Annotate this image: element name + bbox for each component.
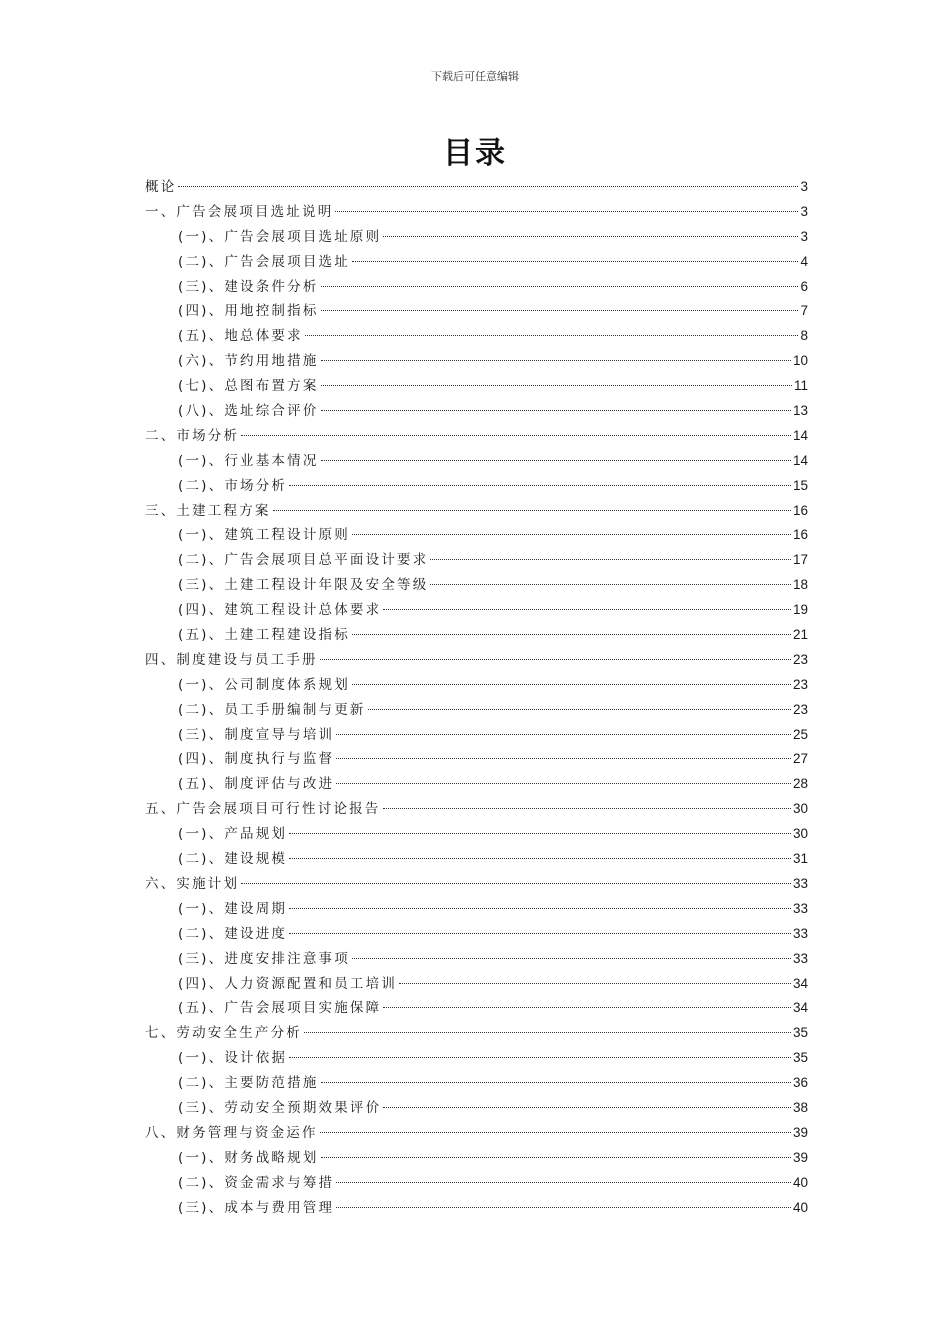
toc-entry-page-number: 33 [792, 900, 808, 916]
toc-entry[interactable] [145, 548, 808, 573]
toc-entry[interactable] [145, 1046, 808, 1071]
toc-entry-page-number: 39 [792, 1124, 808, 1140]
toc-entry-label: (五)、广告会展项目实施保障 [178, 1000, 382, 1017]
toc-leader-dots [383, 609, 791, 610]
toc-entry-label: (一)、财务战略规划 [178, 1149, 319, 1166]
toc-entry-label: (一)、建筑工程设计原则 [178, 527, 350, 544]
toc-entry-page-number: 28 [792, 776, 808, 792]
toc-entry-page-number: 25 [792, 726, 808, 742]
toc-entry-page-number: 23 [792, 651, 808, 667]
toc-leader-dots [430, 584, 791, 585]
toc-entry[interactable] [145, 723, 808, 748]
toc-entry-page-number: 4 [800, 253, 808, 269]
toc-leader-dots [352, 684, 791, 685]
toc-leader-dots [321, 410, 791, 411]
toc-entry-label: 八、财务管理与资金运作 [145, 1124, 318, 1141]
toc-entry-page-number: 21 [792, 627, 808, 643]
toc-entry[interactable] [145, 1071, 808, 1096]
toc-entry[interactable] [145, 947, 808, 972]
toc-entry-page-number: 13 [792, 403, 808, 419]
toc-entry-label: (二)、建设进度 [178, 925, 288, 942]
toc-entry[interactable] [145, 822, 808, 847]
toc-leader-dots [289, 933, 791, 934]
toc-entry-label: (四)、建筑工程设计总体要求 [178, 602, 382, 619]
toc-entry-page-number: 11 [793, 378, 808, 394]
toc-entry-page-number: 30 [792, 801, 808, 817]
toc-entry[interactable] [145, 847, 808, 872]
toc-entry-label: (三)、进度安排注意事项 [178, 950, 350, 967]
toc-leader-dots [336, 758, 791, 759]
toc-entry-label: (四)、人力资源配置和员工培训 [178, 975, 398, 992]
toc-leader-dots [383, 1007, 791, 1008]
toc-leader-dots [399, 983, 791, 984]
table-of-contents [145, 175, 808, 1220]
toc-entry-label: (一)、行业基本情况 [178, 452, 319, 469]
toc-entry-label: (七)、总图布置方案 [178, 378, 319, 395]
toc-entry-label: (二)、广告会展项目总平面设计要求 [178, 552, 429, 569]
toc-entry-label: 七、劳动安全生产分析 [145, 1025, 302, 1042]
toc-leader-dots [321, 1082, 791, 1083]
toc-entry-label: (四)、用地控制指标 [178, 303, 319, 320]
toc-entry-label: (二)、员工手册编制与更新 [178, 701, 366, 718]
toc-entry-page-number: 16 [792, 527, 808, 543]
toc-leader-dots [321, 286, 799, 287]
toc-entry[interactable] [145, 299, 808, 324]
toc-entry-label: (六)、节约用地措施 [178, 353, 319, 370]
toc-leader-dots [352, 261, 799, 262]
toc-leader-dots [289, 908, 791, 909]
toc-entry-page-number: 33 [792, 950, 808, 966]
toc-leader-dots [383, 808, 791, 809]
toc-entry[interactable] [145, 1021, 808, 1046]
toc-leader-dots [241, 435, 791, 436]
toc-entry[interactable] [145, 996, 808, 1021]
toc-entry[interactable] [145, 1171, 808, 1196]
toc-leader-dots [273, 510, 791, 511]
toc-entry-page-number: 27 [792, 751, 808, 767]
toc-leader-dots [320, 1132, 791, 1133]
toc-entry[interactable] [145, 399, 808, 424]
toc-entry[interactable] [145, 275, 808, 300]
toc-leader-dots [336, 734, 791, 735]
toc-entry-label: (三)、制度宣导与培训 [178, 726, 335, 743]
toc-entry-page-number: 31 [792, 851, 808, 867]
toc-entry-label: (二)、市场分析 [178, 477, 288, 494]
toc-entry-label: 三、土建工程方案 [145, 502, 271, 519]
toc-entry[interactable] [145, 897, 808, 922]
toc-entry-label: (三)、成本与费用管理 [178, 1199, 335, 1216]
toc-leader-dots [383, 1107, 791, 1108]
toc-leader-dots [352, 958, 791, 959]
toc-entry[interactable] [145, 225, 808, 250]
toc-entry-page-number: 8 [800, 328, 808, 344]
toc-entry[interactable] [145, 872, 808, 897]
toc-entry-label: (五)、地总体要求 [178, 328, 303, 345]
toc-entry[interactable] [145, 523, 808, 548]
toc-leader-dots [352, 634, 791, 635]
toc-leader-dots [289, 833, 791, 834]
toc-entry[interactable] [145, 374, 808, 399]
toc-leader-dots [352, 534, 791, 535]
toc-entry-page-number: 3 [800, 179, 808, 194]
toc-entry-page-number: 33 [792, 875, 808, 891]
toc-leader-dots [289, 858, 791, 859]
toc-entry[interactable] [145, 324, 808, 349]
toc-entry[interactable] [145, 772, 808, 797]
toc-leader-dots [336, 1207, 791, 1208]
toc-entry-label: (一)、产品规划 [178, 826, 288, 843]
toc-entry-label: 四、制度建设与员工手册 [145, 651, 318, 668]
toc-entry-page-number: 10 [792, 353, 808, 369]
toc-entry[interactable] [145, 598, 808, 623]
header-note: 下载后可任意编辑 [431, 70, 519, 83]
toc-leader-dots [289, 485, 791, 486]
toc-entry[interactable] [145, 449, 808, 474]
toc-entry-page-number: 23 [792, 701, 808, 717]
toc-entry-page-number: 23 [792, 676, 808, 692]
toc-entry[interactable] [145, 1146, 808, 1171]
toc-entry-page-number: 19 [792, 602, 808, 618]
toc-entry-label: 六、实施计划 [145, 875, 240, 892]
toc-entry-label: 二、市场分析 [145, 427, 240, 444]
toc-leader-dots [241, 883, 791, 884]
toc-entry[interactable] [145, 175, 808, 200]
toc-leader-dots [336, 1182, 791, 1183]
toc-entry-label: (三)、建设条件分析 [178, 278, 319, 295]
toc-entry[interactable] [145, 1196, 808, 1221]
toc-entry-page-number: 34 [792, 975, 808, 991]
toc-entry-label: (三)、土建工程设计年限及安全等级 [178, 577, 429, 594]
toc-leader-dots [178, 186, 798, 187]
toc-entry[interactable] [145, 1096, 808, 1121]
toc-leader-dots [335, 211, 798, 212]
toc-entry-page-number: 33 [792, 925, 808, 941]
toc-entry[interactable] [145, 250, 808, 275]
toc-entry-label: 概论 [145, 179, 177, 195]
toc-entry-label: (一)、设计依据 [178, 1050, 288, 1067]
toc-entry-label: (一)、公司制度体系规划 [178, 676, 350, 693]
toc-entry-page-number: 39 [792, 1149, 808, 1165]
toc-entry-page-number: 15 [792, 477, 808, 493]
toc-title: 目录 [443, 136, 507, 171]
toc-entry-label: (二)、建设规模 [178, 851, 288, 868]
toc-entry[interactable] [145, 573, 808, 598]
toc-entry[interactable] [145, 698, 808, 723]
toc-entry[interactable] [145, 424, 808, 449]
toc-entry[interactable] [145, 474, 808, 499]
toc-entry-page-number: 35 [792, 1050, 808, 1066]
toc-leader-dots [336, 783, 791, 784]
toc-entry-label: (一)、广告会展项目选址原则 [178, 228, 382, 245]
toc-entry[interactable] [145, 922, 808, 947]
toc-entry[interactable] [145, 673, 808, 698]
toc-leader-dots [305, 335, 799, 336]
toc-entry[interactable] [145, 1121, 808, 1146]
toc-entry[interactable] [145, 972, 808, 997]
toc-entry-page-number: 34 [792, 1000, 808, 1016]
toc-leader-dots [383, 236, 798, 237]
toc-entry-label: (二)、主要防范措施 [178, 1075, 319, 1092]
toc-leader-dots [320, 659, 791, 660]
toc-entry-label: (二)、资金需求与筹措 [178, 1174, 335, 1191]
toc-entry-label: (一)、建设周期 [178, 900, 288, 917]
toc-entry-page-number: 30 [792, 826, 808, 842]
toc-entry-page-number: 6 [800, 278, 808, 294]
toc-entry-page-number: 3 [800, 228, 808, 244]
toc-entry[interactable] [145, 648, 808, 673]
toc-entry-page-number: 3 [800, 203, 808, 219]
toc-entry-label: (五)、制度评估与改进 [178, 776, 335, 793]
toc-entry[interactable] [145, 623, 808, 648]
toc-entry-page-number: 18 [792, 577, 808, 593]
toc-leader-dots [304, 1032, 791, 1033]
toc-entry-page-number: 14 [792, 427, 808, 443]
toc-entry[interactable] [145, 499, 808, 524]
toc-entry-page-number: 14 [792, 452, 808, 468]
toc-entry-page-number: 40 [792, 1174, 808, 1190]
toc-leader-dots [321, 385, 792, 386]
toc-leader-dots [289, 1057, 791, 1058]
toc-entry-label: (四)、制度执行与监督 [178, 751, 335, 768]
toc-entry-page-number: 35 [792, 1025, 808, 1041]
toc-leader-dots [430, 559, 791, 560]
toc-entry[interactable] [145, 349, 808, 374]
toc-entry-label: (二)、广告会展项目选址 [178, 253, 350, 270]
toc-entry-label: (八)、选址综合评价 [178, 403, 319, 420]
toc-entry[interactable] [145, 747, 808, 772]
toc-entry-page-number: 38 [792, 1099, 808, 1115]
toc-leader-dots [321, 1157, 791, 1158]
toc-entry-label: 五、广告会展项目可行性讨论报告 [145, 801, 381, 818]
toc-entry-page-number: 17 [792, 552, 808, 568]
toc-leader-dots [321, 460, 791, 461]
toc-leader-dots [321, 360, 791, 361]
toc-entry[interactable] [145, 200, 808, 225]
toc-entry-page-number: 40 [792, 1199, 808, 1215]
toc-entry-page-number: 36 [792, 1075, 808, 1091]
toc-entry[interactable] [145, 797, 808, 822]
toc-entry-label: 一、广告会展项目选址说明 [145, 203, 334, 220]
toc-leader-dots [368, 709, 791, 710]
toc-leader-dots [321, 310, 799, 311]
toc-entry-page-number: 7 [800, 303, 808, 319]
toc-entry-label: (五)、土建工程建设指标 [178, 627, 350, 644]
toc-entry-label: (三)、劳动安全预期效果评价 [178, 1099, 382, 1116]
toc-entry-page-number: 16 [792, 502, 808, 518]
